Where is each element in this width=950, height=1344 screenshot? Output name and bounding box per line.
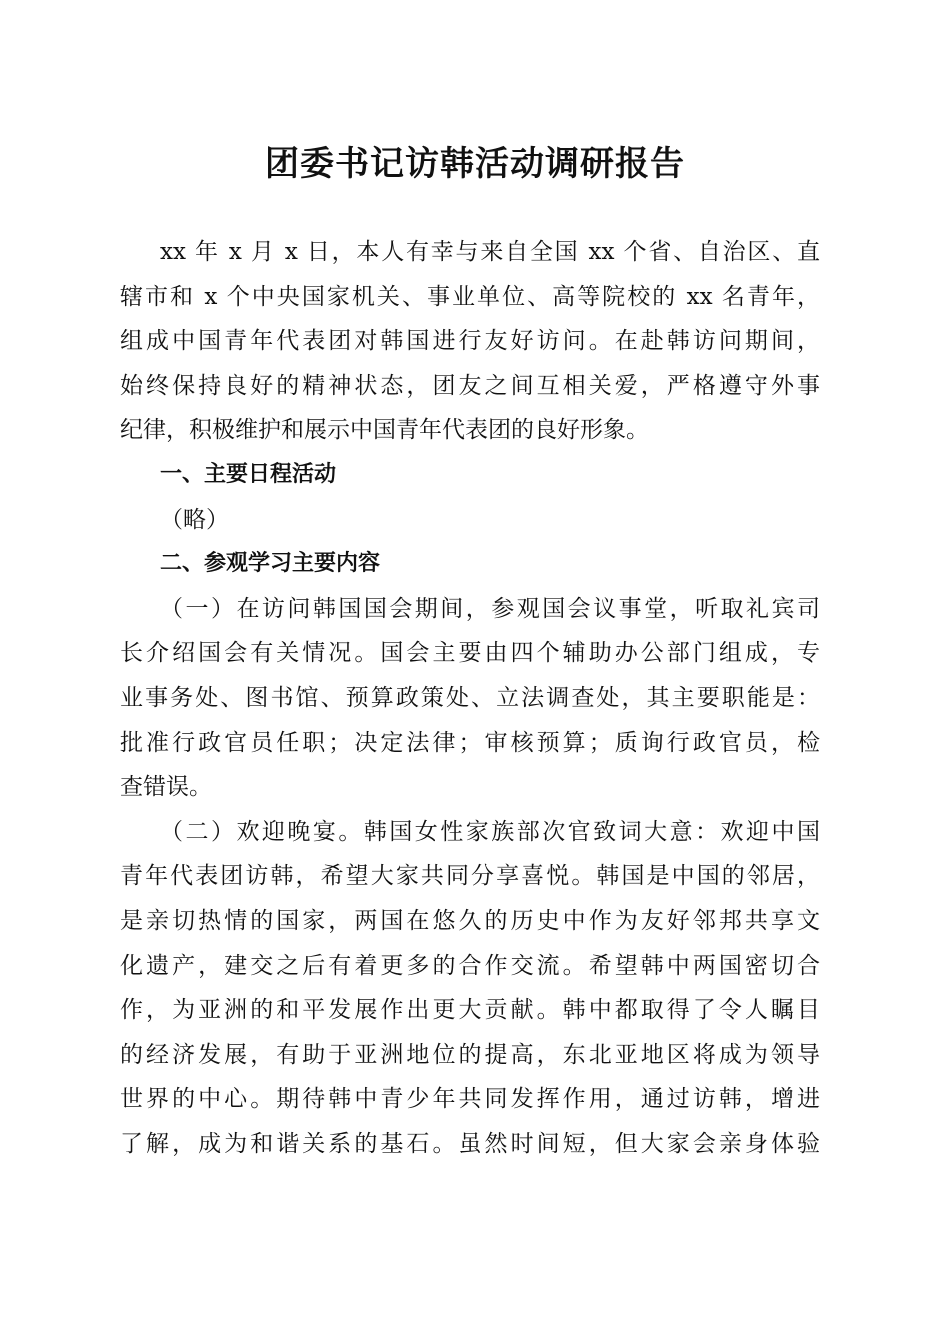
text-line: 批准行政官员任职；决定法律；审核预算；质询行政官员，检 (120, 729, 820, 756)
text-line: 长介绍国会有关情况。国会主要由四个辅助办公部门组成，专 (120, 640, 820, 667)
section-heading (120, 542, 820, 587)
text-line: （一）在访问韩国国会期间，参观国会议事堂，听取礼宾司 (160, 595, 820, 622)
text-line: 的经济发展，有助于亚洲地位的提高，东北亚地区将成为领导 (120, 1041, 820, 1068)
document-body (120, 230, 820, 1166)
text-line: 化遗产，建交之后有着更多的合作交流。希望韩中两国密切合 (120, 952, 820, 979)
text-line: 组成中国青年代表团对韩国进行友好访问。在赴韩访问期间， (120, 328, 820, 355)
text-line: （二）欢迎晚宴。韩国女性家族部次官致词大意：欢迎中国 (160, 818, 820, 845)
text-line: 了解，成为和谐关系的基石。虽然时间短，但大家会亲身体验 (120, 1130, 820, 1157)
text-line: 作，为亚洲的和平发展作出更大贡献。韩中都取得了令人瞩目 (120, 997, 820, 1024)
section-heading (120, 453, 820, 498)
text-line: 辖市和 x 个中央国家机关、事业单位、高等院校的 xx 名青年， (120, 283, 820, 310)
text-line: xx 年 x 月 x 日，本人有幸与来自全国 xx 个省、自治区、直 (160, 239, 820, 265)
paragraph (120, 498, 820, 543)
paragraph (120, 810, 820, 1167)
text-line: 纪律，积极维护和展示中国青年代表团的良好形象。 (120, 417, 649, 444)
text-line: 业事务处、图书馆、预算政策处、立法调查处，其主要职能是： (120, 684, 820, 711)
paragraph (120, 230, 820, 453)
document-title: 团委书记访韩活动调研报告 (265, 144, 685, 184)
text-line: 是亲切热情的国家，两国在悠久的历史中作为友好邻邦共享文 (120, 907, 820, 934)
text-line: 青年代表团访韩，希望大家共同分享喜悦。韩国是中国的邻居， (120, 863, 820, 890)
text-line: 世界的中心。期待韩中青少年共同发挥作用，通过访韩，增进 (120, 1086, 820, 1113)
text-line: （略） (160, 506, 229, 533)
text-line: 始终保持良好的精神状态，团友之间互相关爱，严格遵守外事 (120, 372, 820, 399)
paragraph (120, 587, 820, 810)
text-line: 一、主要日程活动 (160, 461, 337, 487)
text-line: 查错误。 (120, 774, 212, 801)
text-line: 二、参观学习主要内容 (160, 551, 381, 577)
